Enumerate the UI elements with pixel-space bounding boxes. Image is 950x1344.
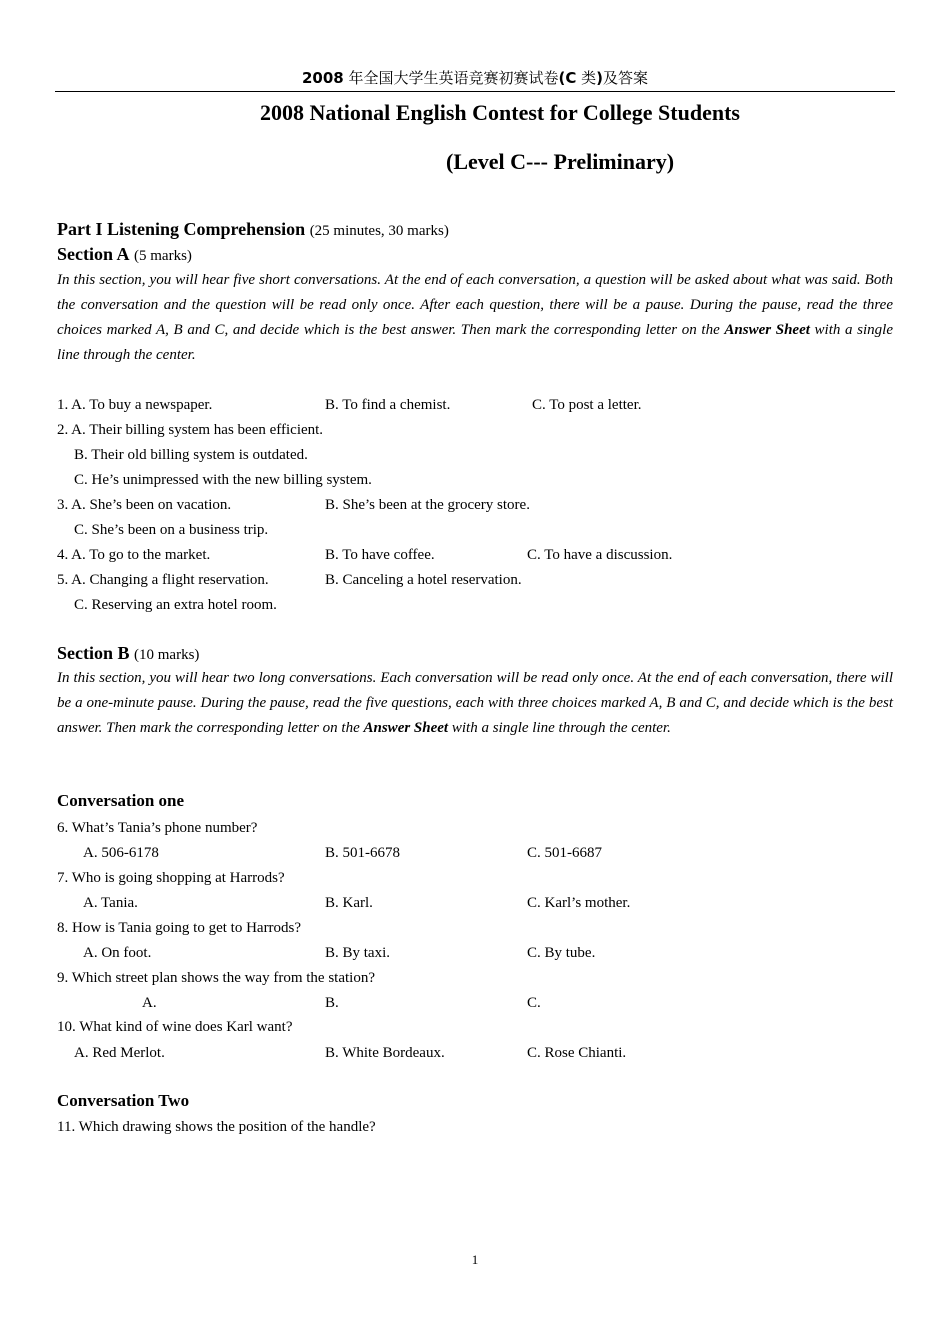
- sectionB-instr-bold: Answer Sheet: [363, 720, 449, 736]
- q2-option-b: B. Their old billing system is outdated.: [74, 447, 308, 463]
- q2-option-c: C. He’s unimpressed with the new billing system.: [74, 472, 372, 488]
- page-number: 1: [471, 1252, 479, 1267]
- q1-option-c: C. To post a letter.: [532, 397, 642, 413]
- q3-option-b: B. She’s been at the grocery store.: [325, 497, 530, 513]
- q7-option-c: C. Karl’s mother.: [527, 895, 631, 911]
- sectionA-heading: [57, 243, 192, 267]
- q3-option-a: 3. A. She’s been on vacation.: [57, 497, 232, 513]
- q10-option-b: B. White Bordeaux.: [325, 1045, 445, 1061]
- q6-option-c: C. 501-6687: [527, 845, 602, 861]
- q6-question: 6. What’s Tania’s phone number?: [57, 820, 258, 836]
- q7-option-b: B. Karl.: [325, 895, 373, 911]
- sectionA-instr-bold: Answer Sheet: [724, 322, 810, 338]
- q4-option-c: C. To have a discussion.: [527, 547, 673, 563]
- header-text-3: 及答案: [603, 69, 649, 87]
- q3-option-c: C. She’s been on a business trip.: [74, 522, 269, 538]
- page-header: [55, 68, 895, 88]
- q4-option-b: B. To have coffee.: [325, 547, 435, 563]
- part1-title: Part I Listening Comprehension: [57, 219, 306, 239]
- q10-option-a: A. Red Merlot.: [74, 1045, 165, 1061]
- sectionB-instructions: [57, 666, 893, 741]
- q9-question: 9. Which street plan shows the way from the station?: [57, 970, 375, 986]
- q8-option-b: B. By taxi.: [325, 945, 391, 961]
- q8-option-c: C. By tube.: [527, 945, 596, 961]
- conversation-one-heading: Conversation one: [57, 791, 185, 810]
- sectionB-instr-text-2: with a single line through the center.: [448, 720, 671, 736]
- q9-option-a: A.: [142, 995, 157, 1011]
- q10-question: 10. What kind of wine does Karl want?: [57, 1019, 293, 1035]
- header-close: ): [596, 69, 604, 87]
- header-class: (C: [558, 69, 577, 87]
- q1-option-b: B. To find a chemist.: [325, 397, 451, 413]
- q8-option-a: A. On foot.: [83, 945, 152, 961]
- part1-heading: [57, 218, 449, 242]
- q7-question: 7. Who is going shopping at Harrods?: [57, 870, 285, 886]
- sectionB-heading: [57, 642, 199, 666]
- q8-question: 8. How is Tania going to get to Harrods?: [57, 920, 302, 936]
- q9-option-c: C.: [527, 995, 541, 1011]
- q7-option-a: A. Tania.: [83, 895, 138, 911]
- header-year: 2008: [301, 69, 344, 87]
- document-subtitle: (Level C--- Preliminary): [446, 149, 675, 174]
- q9-option-b: B.: [325, 995, 339, 1011]
- q5-option-a: 5. A. Changing a flight reservation.: [57, 572, 269, 588]
- q11-question: 11. Which drawing shows the position of the handle?: [57, 1119, 376, 1135]
- q2-option-a: 2. A. Their billing system has been efficient.: [57, 422, 324, 438]
- sectionA-instructions: [57, 268, 893, 368]
- q5-option-b: B. Canceling a hotel reservation.: [325, 572, 522, 588]
- header-text-2: 类: [576, 69, 597, 87]
- q1-option-a: 1. A. To buy a newspaper.: [57, 397, 213, 413]
- header-divider: [55, 91, 895, 92]
- q10-option-c: C. Rose Chianti.: [527, 1045, 627, 1061]
- q5-option-c: C. Reserving an extra hotel room.: [74, 597, 277, 613]
- sectionB-note: (10 marks): [134, 647, 200, 663]
- document-title: 2008 National English Contest for College Students: [260, 100, 740, 125]
- sectionB-title: Section B: [57, 643, 130, 663]
- sectionA-instr-text-1: In this section, you will hear five short conversations. At the end of each conversation, a question will be asked about what was said. Both the conversation and the question will be read only once. After each question, there will be a pause. During the pause, read the three choices marked A, B and C, and decide which is the best answer. Then mark the corresponding letter on the: [57, 272, 893, 338]
- sectionA-title: Section A: [57, 244, 130, 264]
- part1-note: (25 minutes, 30 marks): [309, 223, 449, 239]
- sectionA-instr-text-2: with a single line through the center.: [57, 322, 893, 363]
- sectionA-note: (5 marks): [134, 248, 192, 264]
- q6-option-b: B. 501-6678: [325, 845, 400, 861]
- q6-option-a: A. 506-6178: [83, 845, 159, 861]
- q4-option-a: 4. A. To go to the market.: [57, 547, 211, 563]
- conversation-two-heading: Conversation Two: [57, 1091, 190, 1110]
- header-text-1: 年全国大学生英语竞赛初赛试卷: [343, 69, 559, 87]
- sectionB-instr-text-1: In this section, you will hear two long conversations. Each conversation will be read only once. At the end of each conversation, there will be a one-minute pause. During the pause, read the five questions, each with three choices marked A, B and C, and decide which is the best answer. Then mark the corresponding letter on the: [57, 670, 893, 736]
